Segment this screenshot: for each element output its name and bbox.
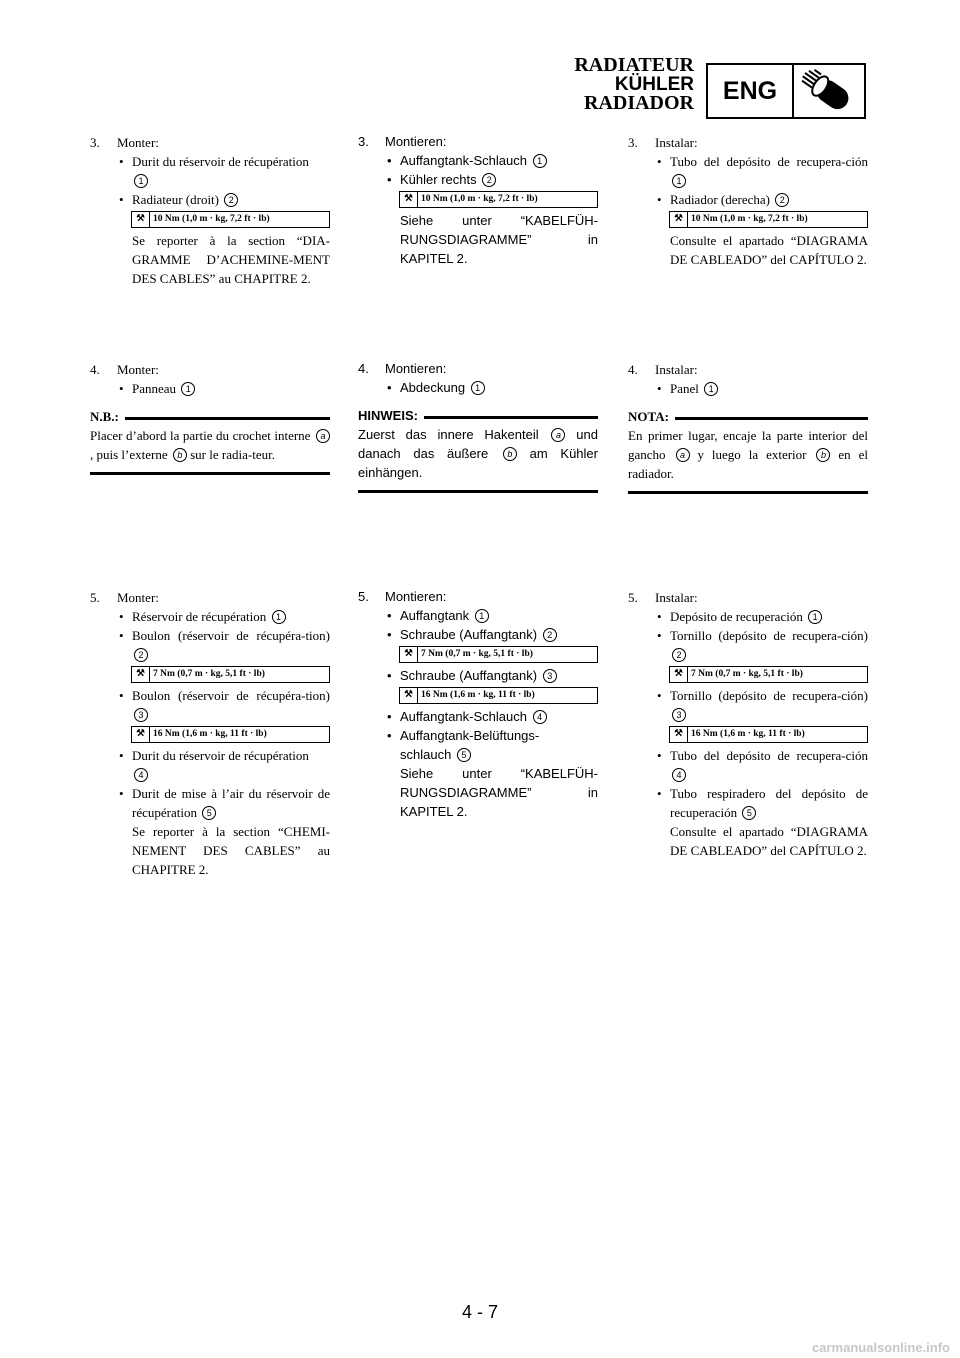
torque-spec: ⚒ 16 Nm (1,6 m · kg, 11 ft · lb) <box>669 726 868 743</box>
wrench-icon: ⚒ <box>400 647 418 662</box>
torque-spec: ⚒ 10 Nm (1,0 m · kg, 7,2 ft · lb) <box>131 211 330 228</box>
note-end-rule <box>628 491 868 494</box>
de-step-4: 4. Montieren: • Abdeckung 1 HINWEIS: Zuerst das innere Hakenteil a und danach das äußere b am Kühler einhängen. <box>358 359 598 493</box>
section-label: ENG <box>708 65 794 117</box>
torque-spec: ⚒ 7 Nm (0,7 m · kg, 5,1 ft · lb) <box>131 666 330 683</box>
wrench-icon: ⚒ <box>400 688 418 703</box>
wrench-icon: ⚒ <box>670 212 688 227</box>
title-fr: RADIATEUR <box>574 54 694 76</box>
torque-spec: ⚒ 10 Nm (1,0 m · kg, 7,2 ft · lb) <box>669 211 868 228</box>
torque-spec: ⚒ 7 Nm (0,7 m · kg, 5,1 ft · lb) <box>669 666 868 683</box>
de-step-5: 5. Montieren: • Auffangtank 1 • Schraube (Auffangtank) 2 ⚒ 7 Nm (0,7 m · kg, 5,1 ft · lb) • Schraube (Auffangtank) 3 ⚒ 16 Nm (1,6 m · kg, 11 ft · lb) • Auffangtank-Schlauch 4 • Auffangtank-Belüftungs-schlauch 5 Siehe unter “KABELFÜH-RUNGSDIAGRAMME” in KAPITEL 2. <box>358 587 598 821</box>
section-titles <box>574 56 694 113</box>
note-end-rule <box>90 472 330 475</box>
wrench-icon: ⚒ <box>670 727 688 742</box>
wrench-icon: ⚒ <box>670 667 688 682</box>
es-step-5: 5. Instalar: • Depósito de recuperación 1 • Tornillo (depósito de recupera-ción) 2 ⚒ 7 Nm (0,7 m · kg, 5,1 ft · lb) • Tornillo (depósito de recupera-ción) 3 ⚒ 16 Nm (1,6 m · kg, 11 ft · lb) • Tubo del depósito de recupera-ción 4 • Tubo respiradero del depósito de recuperación 5 Consulte el apartado “DIAGRAMA DE CABLEADO” del CAPÍTULO 2. <box>628 588 868 860</box>
fr-step-5: 5. Monter: • Réservoir de récupération 1 • Boulon (réservoir de récupéra-tion) 2 ⚒ 7 Nm (0,7 m · kg, 5,1 ft · lb) • Boulon (réservoir de récupéra-tion) 3 ⚒ 16 Nm (1,6 m · kg, 11 ft · lb) • Durit du réservoir de récupération 4 • Durit de mise à l’air du réservoir de récupération 5 Se reporter à la section “CHEMI-NEMENT DES CABLES” au CHAPITRE 2. <box>90 588 330 879</box>
wrench-icon: ⚒ <box>132 727 150 742</box>
es-step-4: 4. Instalar: • Panel 1 NOTA: En primer lugar, encaje la parte interior del gancho a y luego la exterior b en el radiador. <box>628 360 868 494</box>
torque-spec: ⚒ 7 Nm (0,7 m · kg, 5,1 ft · lb) <box>399 646 598 663</box>
fr-step-4: 4. Monter: • Panneau 1 N.B.: Placer d’abord la partie du crochet interne a, puis l’externe b sur le radia-teur. <box>90 360 330 475</box>
de-step-3: 3. Montieren: • Auffangtank-Schlauch 1 • Kühler rechts 2 ⚒ 10 Nm (1,0 m · kg, 7,2 ft · lb) Siehe unter “KABELFÜH-RUNGSDIAGRAMME” in KAPITEL 2. <box>358 132 598 268</box>
wrench-icon: ⚒ <box>400 192 418 207</box>
note-body: Zuerst das innere Hakenteil a und danach das äußere b am Kühler einhängen. <box>358 427 598 480</box>
title-es: RADIADOR <box>584 92 694 114</box>
note-end-rule <box>358 490 598 493</box>
engine-icon <box>794 65 864 117</box>
es-step-3: 3. Instalar: • Tubo del depósito de recupera-ción 1 • Radiador (derecha) 2 ⚒ 10 Nm (1,0 m · kg, 7,2 ft · lb) Consulte el apartado “DIAGRAMA DE CABLEADO” del CAPÍTULO 2. <box>628 133 868 269</box>
note-header: N.B.: <box>90 407 330 426</box>
page-number: 4 - 7 <box>461 1302 499 1322</box>
torque-spec: ⚒ 10 Nm (1,0 m · kg, 7,2 ft · lb) <box>399 191 598 208</box>
note-body: En primer lugar, encaje la parte interior del gancho a y luego la exterior b en el radiador. <box>628 428 869 481</box>
watermark: carmanualsonline.info <box>812 1340 950 1355</box>
fr-step-3: 3. Monter: • Durit du réservoir de récupération 1 • Radiateur (droit) 2 ⚒ 10 Nm (1,0 m · kg, 7,2 ft · lb) Se reporter à la section “DIA-GRAMME D’ACHEMINE-MENT DES CABLES” au CHAPITRE 2. <box>90 133 330 288</box>
section-tab <box>706 63 866 119</box>
torque-spec: ⚒ 16 Nm (1,6 m · kg, 11 ft · lb) <box>131 726 330 743</box>
note-header: HINWEIS: <box>358 406 598 425</box>
title-de: KÜHLER <box>614 74 694 95</box>
wrench-icon: ⚒ <box>132 667 150 682</box>
note-body: Placer d’abord la partie du crochet interne a, puis l’externe b sur le radia-teur. <box>90 426 330 464</box>
note-header: NOTA: <box>628 407 868 426</box>
torque-spec: ⚒ 16 Nm (1,6 m · kg, 11 ft · lb) <box>399 687 598 704</box>
wrench-icon: ⚒ <box>132 212 150 227</box>
